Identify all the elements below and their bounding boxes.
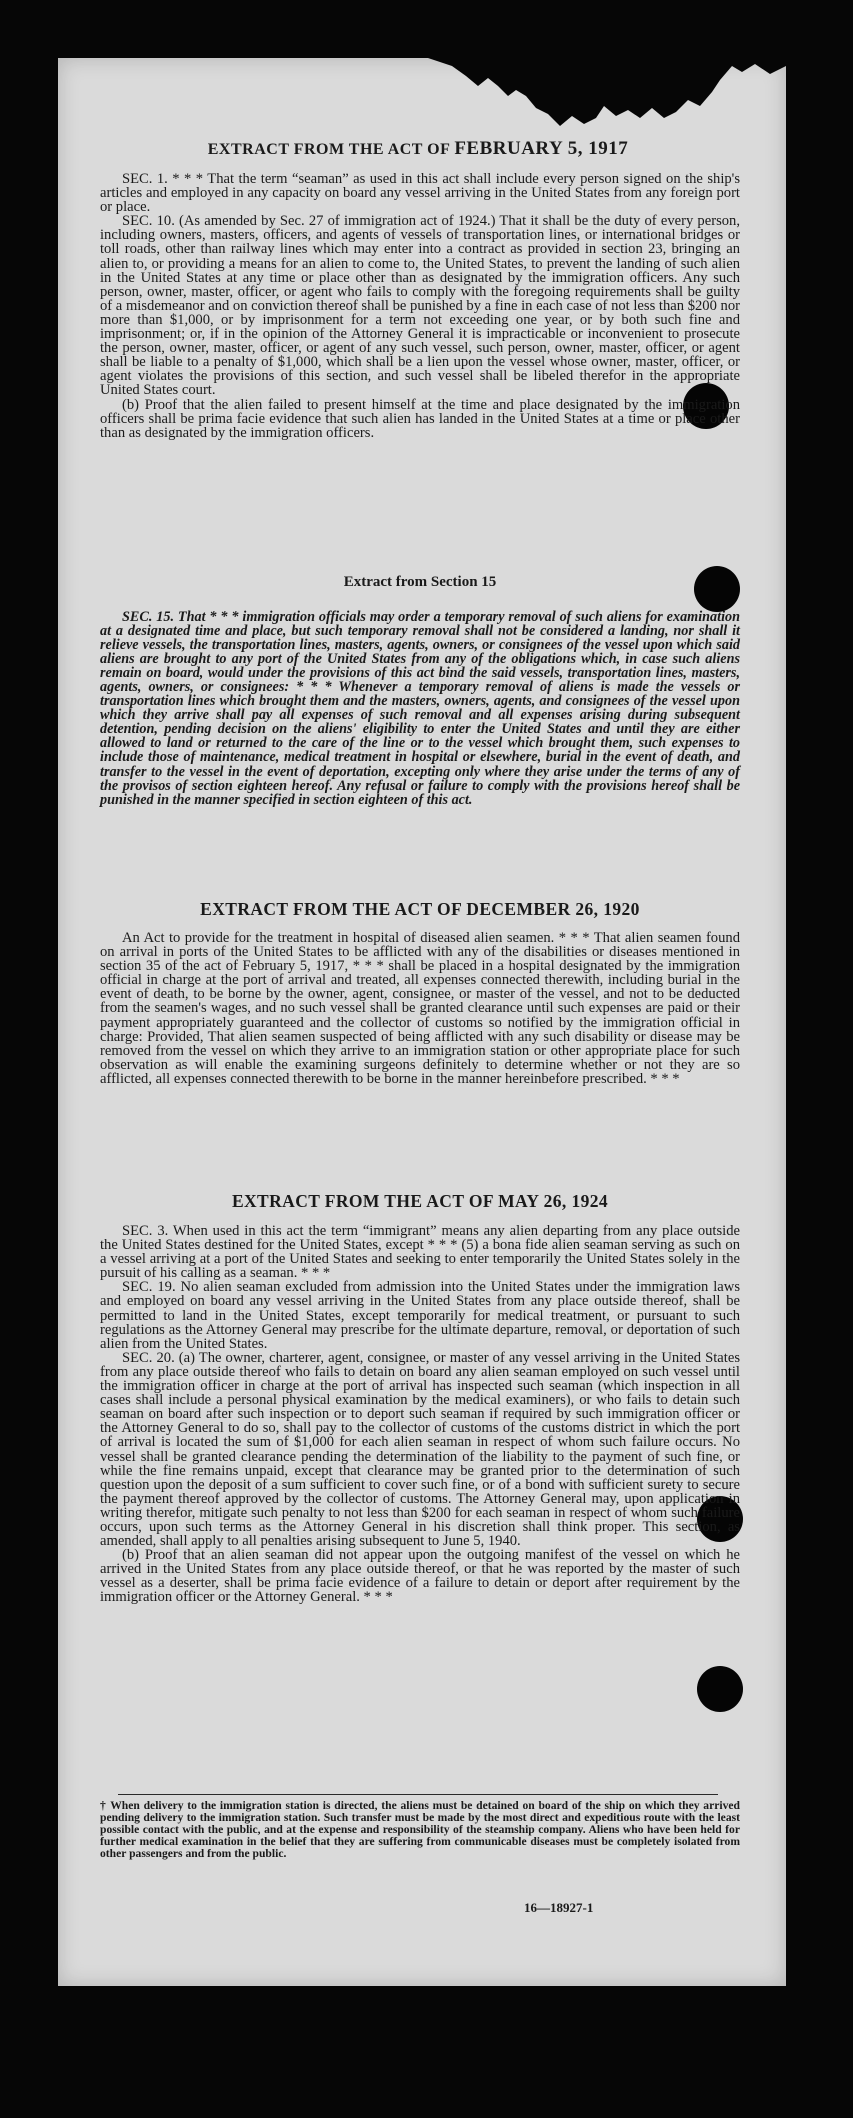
act-1920-paragraph: An Act to provide for the treatment in hospital of diseased alien seamen. * * * That alien seamen found on arrival in ports of the United States to be afflicted with any of the disabilities or diseases mentioned in section 35 of the act of February 5, 1917, * * * shall be placed in a hospital designated by the immigration official in charge at the port of arrival and treated, all expenses connected therewith, including burial in the event of death, to be borne by the owner, agent, consignee, or master of the vessel, and not to be deducted from the seamen's wages, and no such vessel shall be granted clearance until such expenses are paid or their payment appropriately guaranteed and the collector of customs so notified by the immigration official in charge: Provided, That alien seamen suspected of being afflicted with any such disability or disease may be removed from the vessel on which they arrive to an immigration station or other appropriate place for such observation as will enable the examining surgeons definitely to determine whether or not they are so afflicted, all expenses connected therewith to be borne in the manner hereinbefore prescribed. * * *	[100, 930, 740, 1087]
section-15	[100, 610, 740, 807]
section-20b-paragraph: (b) Proof that an alien seaman did not appear upon the outgoing manifest of the vessel on which he arrived in the United States from any place outside thereof, or that he was reported by the master of such vessel as a deserter, shall be prima facie evidence of a failure to detain or deport after requirement by the immigration officer or the Attorney General. * * *	[100, 1547, 740, 1606]
section-3-paragraph: SEC. 3. When used in this act the term “immigrant” means any alien departing from any place outside the United States destined for the United States, except * * * (5) a bona fide alien seaman serving as such on a vessel arriving at a port of the United States and seeking to enter temporarily the United States solely in the pursuit of his calling as a seaman. * * *	[100, 1223, 740, 1282]
act-1924-section	[100, 1224, 740, 1605]
act-1924-heading-wrap	[100, 1191, 740, 1212]
section-15-heading: Extract from Section 15	[343, 574, 497, 590]
act-1917-section	[100, 172, 740, 440]
section-20a-paragraph: SEC. 20. (a) The owner, charterer, agent, consignee, or master of any vessel arriving in the United States from any place outside thereof who fails to detain on board any alien seaman employed on such vessel until the immigration officer in charge at the port of arrival has inspected such seaman (which inspection in all cases shall include a personal physical examination by the medical examiners), or who fails to detain such seaman on board after such inspection or to deport such seaman if required by such immigration officer or the Attorney General to do so, shall pay to the collector of customs of the customs district in which the port of arrival is located the sum of $1,000 for each alien seaman in respect of whom such failure occurs. No vessel shall be granted clearance pending the determination of the liability to the payment of such fine, or while the fine remains unpaid, except that clearance may be granted prior to the determination of such question upon the deposit of a sum sufficient to cover such fine, or of a bond with sufficient surety to secure the payment thereof approved by the collector of customs. The Attorney General may, upon application in writing therefor, mitigate such penalty to not less than $200 for each seaman in respect of whom such failure occurs, upon such terms as the Attorney General in his discretion shall think proper. This section, as amended, shall apply to all penalties arising subsequent to June 5, 1940.	[100, 1349, 740, 1550]
section-19-paragraph: SEC. 19. No alien seaman excluded from admission into the United States under the immigration laws and employed on board any vessel arriving in the United States from any place outside thereof, shall be permitted to land in the United States, except temporarily for medical treatment, or pursuant to such regulations as the Attorney General may prescribe for the ultimate departure, removal, or deportation of such alien from the United States.	[100, 1279, 740, 1352]
document-title	[98, 138, 738, 160]
torn-top-edge	[0, 0, 853, 150]
section-15-paragraph: SEC. 15. That * * * immigration officials may order a temporary removal of such aliens for examination at a designated time and place, but such temporary removal shall not be considered a landing, nor shall it relieve vessels, the transportation lines, masters, agents, owners, or consignees of the vessel upon which said aliens are brought to any port of the United States from any of the obligations which, in case such aliens remain on board, would under the provisions of this act bind the said vessels, transportation lines, masters, agents, owners, or consignees: * * * Whenever a temporary removal of aliens is made the vessels or transportation lines which brought them and the masters, owners, agents, and consignees of the vessel upon which they arrive shall pay all expenses of such removal and all expenses arising during subsequent detention, pending decision on the aliens' eligibility to enter the United States and until they are either allowed to land or returned to the care of the line or to the vessel which brought them, such expenses to include those of maintenance, medical treatment in hospital or elsewhere, burial in the event of death, and transfer to the vessel in the event of deportation, excepting only where they arise under the terms of any of the provisos of section eighteen hereof. Any refusal or failure to comply with the provisions hereof shall be punished in the manner specified in section eighteen of this act.	[100, 609, 740, 808]
punch-hole	[697, 1666, 743, 1712]
footnote-block	[100, 1800, 740, 1860]
section-1-paragraph: SEC. 1. * * * That the term “seaman” as used in this act shall include every person signed on the ship's articles and employed in any capacity on board any vessel arriving in the United States from any foreign port or place.	[100, 171, 740, 216]
act-1920-section	[100, 931, 740, 1086]
section-10-paragraph: SEC. 10. (As amended by Sec. 27 of immigration act of 1924.) That it shall be the duty of every person, including owners, masters, officers, and agents of vessels of transportation lines, or international bridges or toll roads, other than railway lines which may enter into a contract as provided in section 23, bringing an alien to, or providing a means for an alien to come to, the United States, to prevent the landing of such alien in the United States at any time or place other than as designated by the immigration officers. Any such person, owner, master, officer, or agent who fails to comply with the foregoing requirements shall be guilty of a misdemeanor and on conviction thereof shall be punished by a fine in each case of not less than $200 nor more than $1,000, or by imprisonment for a term not exceeding one year, or by both such fine and imprisonment; or, if in the opinion of the Attorney General it is impracticable or inconvenient to prosecute the person, owner, master, officer, or agent of any such vessel, such person, owner, master, officer, or agent shall be liable to a penalty of $1,000, which shall be a lien upon the vessel whose owner, master, officer, or agent violates the provisions of this section, and such vessel shall be libeled therefor in the appropriate United States court.	[100, 213, 740, 399]
section-10b-paragraph: (b) Proof that the alien failed to present himself at the time and place designated by the immigration officers shall be prima facie evidence that such alien has landed in the United States at a time or place other than as designated by the immigration officers.	[100, 396, 740, 441]
form-number: 16—18927-1	[524, 1900, 594, 1915]
act-1924-heading: EXTRACT FROM THE ACT OF MAY 26, 1924	[231, 1191, 609, 1211]
act-1920-heading-wrap	[100, 899, 740, 920]
title-date: FEBRUARY 5, 1917	[454, 138, 629, 159]
act-1920-heading: EXTRACT FROM THE ACT OF DECEMBER 26, 1920	[200, 899, 640, 919]
title-lead: EXTRACT FROM THE ACT OF	[207, 141, 450, 158]
footnote-text: † When delivery to the immigration station is directed, the aliens must be detained on board of the ship on which they arrived pending delivery to the immigration station. Such transfer must be made by the most direct and expeditious route with the least possible contact with the public, and at the expense and responsibility of the steamship company. Aliens who have been held for further medical examination in the belief that they are suffering from communicable diseases must be completely isolated from other passengers and from the public.	[100, 1799, 740, 1860]
section-15-heading-wrap	[100, 574, 740, 591]
footnote-divider	[118, 1794, 718, 1795]
